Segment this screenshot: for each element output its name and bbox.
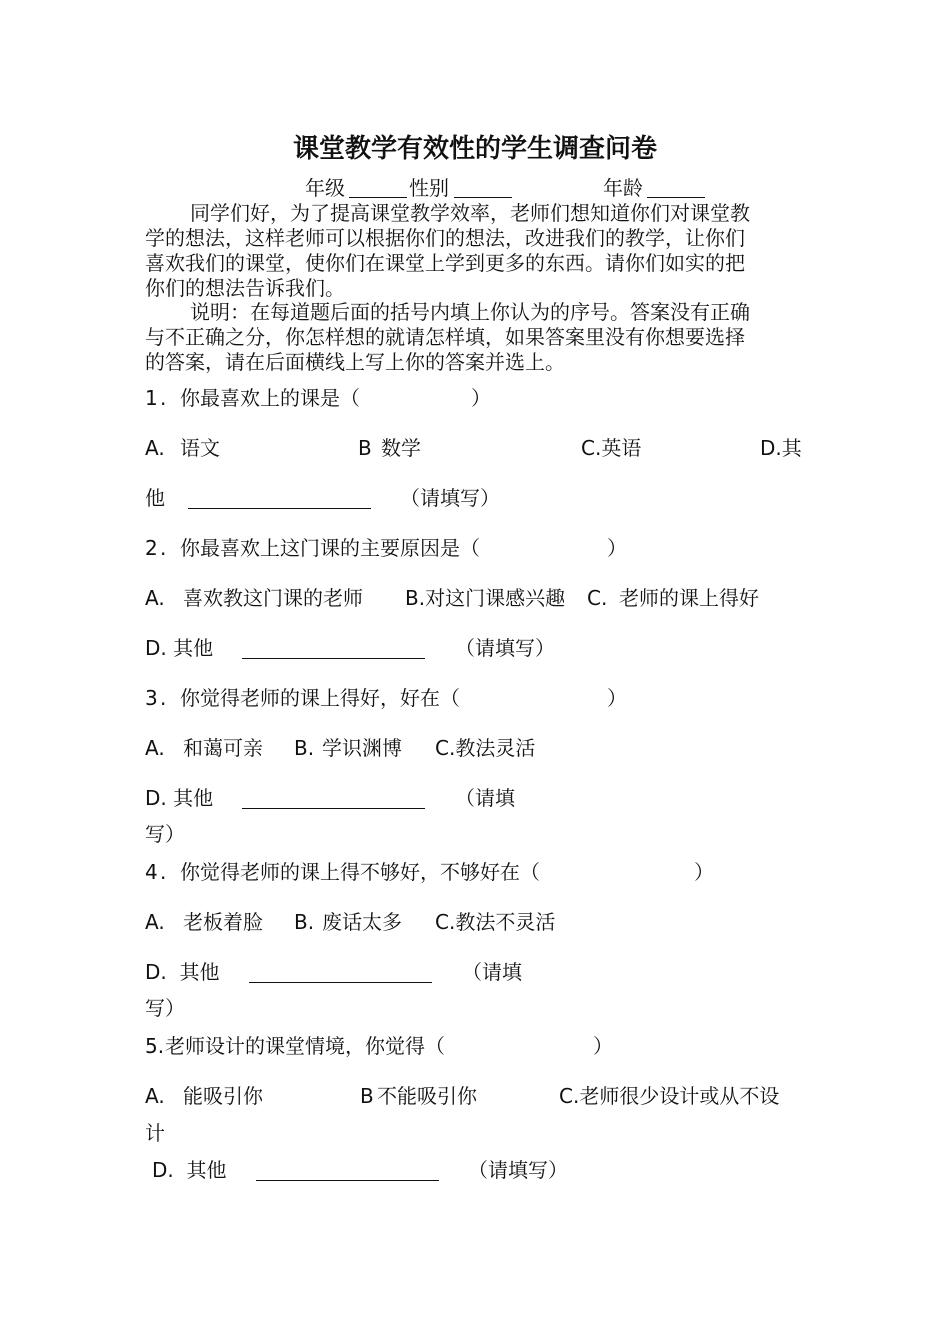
q5-option-a-letter: A. xyxy=(145,1084,165,1108)
instruction-line-1: 说明：在每道题后面的括号内填上你认为的序号。答案没有正确 xyxy=(190,300,750,324)
grade-field[interactable] xyxy=(349,197,407,198)
q2-other: D. 其他 xyxy=(145,636,214,660)
instruction-line-2: 与不正确之分，你怎样想的就请怎样填，如果答案里没有你想要选择 xyxy=(145,325,745,349)
q5-option-b-letter: B xyxy=(360,1084,374,1108)
q4-option-b-letter: B. xyxy=(294,910,315,934)
q1-other-field[interactable] xyxy=(188,508,371,509)
q5-fill-hint: （请填写） xyxy=(468,1158,568,1182)
q3-option-a[interactable]: 和蔼可亲 xyxy=(183,736,263,760)
q1-option-b[interactable]: 数学 xyxy=(381,436,421,460)
q4-other: D. 其他 xyxy=(145,960,220,984)
q5-option-c-wrap: 计 xyxy=(145,1121,165,1145)
q4-option-a[interactable]: 老板着脸 xyxy=(183,910,263,934)
q1-option-a-letter: A. xyxy=(145,436,165,460)
q4-fill-hint-part2: 写） xyxy=(145,996,185,1020)
q2-close: ） xyxy=(607,536,627,560)
q2-number: 2 xyxy=(145,536,158,560)
q1-dot: . xyxy=(160,386,167,410)
q2-option-a[interactable]: 喜欢教这门课的老师 xyxy=(183,586,363,610)
q3-number: 3 xyxy=(145,686,158,710)
q4-fill-hint-part1: （请填 xyxy=(462,960,522,984)
age-label: 年龄 xyxy=(603,176,643,200)
q1-option-d[interactable]: D.其 xyxy=(760,436,802,460)
q1-other: 他 xyxy=(145,486,165,510)
age-field[interactable] xyxy=(647,197,705,198)
q2-dot: . xyxy=(160,536,167,560)
q4-dot: . xyxy=(160,860,167,884)
q4-text: 你觉得老师的课上得不够好，不够好在（ xyxy=(180,860,540,884)
intro-line-2: 学的想法，这样老师可以根据你们的想法，改进我们的教学，让你们 xyxy=(145,226,745,250)
q2-option-b[interactable]: B.对这门课感兴趣 xyxy=(405,586,566,610)
q5-close: ） xyxy=(593,1034,613,1058)
q5-other-field[interactable] xyxy=(256,1180,439,1181)
q1-option-a[interactable]: 语文 xyxy=(180,436,220,460)
q3-close: ） xyxy=(607,686,627,710)
q5-text: 老师设计的课堂情境，你觉得（ xyxy=(165,1034,445,1058)
q4-number: 4 xyxy=(145,860,158,884)
q3-option-b[interactable]: 学识渊博 xyxy=(322,736,402,760)
q3-text: 你觉得老师的课上得好，好在（ xyxy=(180,686,460,710)
q3-other: D. 其他 xyxy=(145,786,214,810)
q2-option-a-letter: A. xyxy=(145,586,165,610)
q5-option-a[interactable]: 能吸引你 xyxy=(183,1084,263,1108)
q3-fill-hint-part1: （请填 xyxy=(455,786,515,810)
grade-label: 年级 xyxy=(305,176,345,200)
page-title: 课堂教学有效性的学生调查问卷 xyxy=(292,134,657,164)
q2-fill-hint: （请填写） xyxy=(455,636,555,660)
q5-other: D. 其他 xyxy=(152,1158,227,1182)
q3-dot: . xyxy=(160,686,167,710)
intro-line-3: 喜欢我们的课堂，使你们在课堂上学到更多的东西。请你们如实的把 xyxy=(145,251,745,275)
q4-other-field[interactable] xyxy=(249,982,432,983)
q1-close: ） xyxy=(471,386,491,410)
intro-line-4: 你们的想法告诉我们。 xyxy=(145,276,345,300)
q4-option-b[interactable]: 废话太多 xyxy=(322,910,402,934)
q4-close: ） xyxy=(694,860,714,884)
q1-text: 你最喜欢上的课是（ xyxy=(180,386,360,410)
q3-option-a-letter: A. xyxy=(145,736,165,760)
q5-option-b[interactable]: 不能吸引你 xyxy=(377,1084,477,1108)
q3-fill-hint-part2: 写） xyxy=(145,822,185,846)
intro-line-1: 同学们好，为了提高课堂教学效率，老师们想知道你们对课堂教 xyxy=(190,201,750,225)
q2-text: 你最喜欢上这门课的主要原因是（ xyxy=(180,536,480,560)
q4-option-a-letter: A. xyxy=(145,910,165,934)
q1-option-b-letter: B xyxy=(358,436,372,460)
q4-option-c[interactable]: C.教法不灵活 xyxy=(435,910,556,934)
q3-other-field[interactable] xyxy=(242,808,425,809)
instruction-line-3: 的答案，请在后面横线上写上你的答案并选上。 xyxy=(145,350,565,374)
q2-option-c[interactable]: 老师的课上得好 xyxy=(619,586,759,610)
q1-fill-hint: （请填写） xyxy=(400,486,500,510)
q3-option-c[interactable]: C.教法灵活 xyxy=(435,736,536,760)
q2-option-c-letter: C. xyxy=(587,586,608,610)
q5-option-c[interactable]: C.老师很少设计或从不设 xyxy=(559,1084,780,1108)
gender-field[interactable] xyxy=(454,197,512,198)
q2-other-field[interactable] xyxy=(242,658,425,659)
q1-number: 1 xyxy=(145,386,158,410)
q3-option-b-letter: B. xyxy=(294,736,315,760)
q1-option-c[interactable]: C.英语 xyxy=(581,436,642,460)
q5-number: 5. xyxy=(145,1034,165,1058)
gender-label: 性别 xyxy=(409,176,449,200)
